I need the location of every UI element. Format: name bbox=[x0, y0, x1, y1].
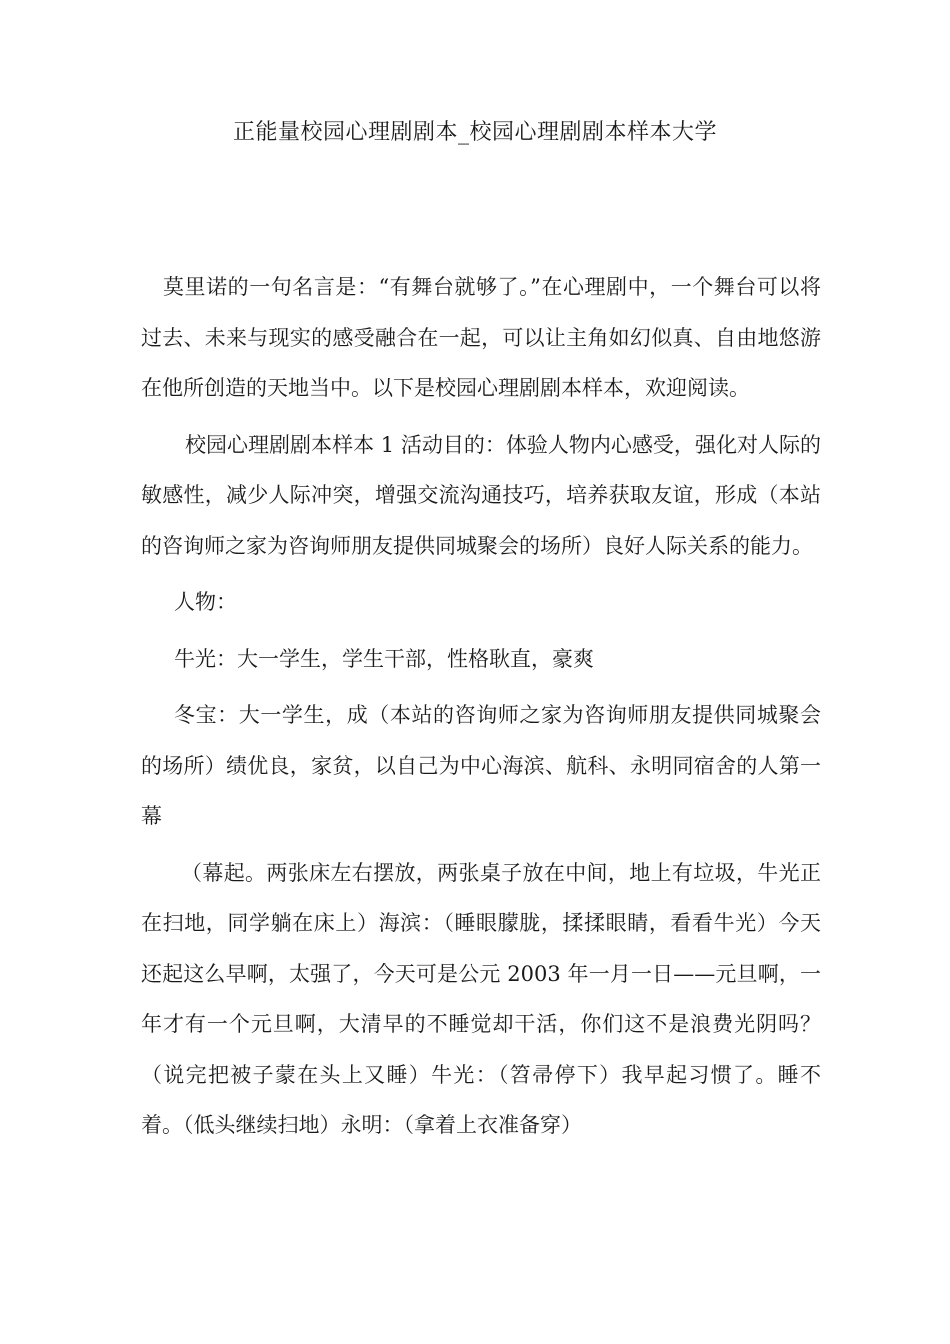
document-body bbox=[141, 262, 821, 1157]
document-title: 正能量校园心理剧剧本_校园心理剧剧本样本大学 bbox=[232, 120, 717, 145]
paragraph-character-niuguang: 牛光：大一学生，学生干部，性格耿直，豪爽 bbox=[174, 646, 594, 671]
paragraph-character-dongbao: 冬宝：大一学生，成（本站的咨询师之家为咨询师朋友提供同城聚会的场所）绩优良，家贫，以自己为中心海滨、航科、永明同宿舍的人第一幕 bbox=[141, 703, 821, 828]
paragraph-intro: 莫里诺的一句名言是：“有舞台就够了。”在心理剧中，一个舞台可以将过去、未来与现实的感受融合在一起，可以让主角如幻似真、自由地悠游在他所创造的天地当中。以下是校园心理剧剧本样本，欢迎阅读。 bbox=[141, 275, 821, 400]
paragraph-act-one: （幕起。两张床左右摆放，两张桌子放在中间，地上有垃圾，牛光正在扫地，同学躺在床上）海滨：（睡眼朦胧，揉揉眼睛，看看牛光）今天还起这么早啊，太强了，今天可是公元 2003 年一月一日——元旦啊，一年才有一个元旦啊，大清早的不睡觉却干活，你们这不是浪费光阴吗？（说完把被子蒙在头上又睡）牛光：（笤帚停下）我早起习惯了。睡不着。（低头继续扫地）永明：（拿着上衣准备穿） bbox=[141, 860, 821, 1137]
paragraph-characters-heading: 人物： bbox=[174, 590, 237, 614]
paragraph-sample-1-purpose: 校园心理剧剧本样本 1 活动目的：体验人物内心感受，强化对人际的敏感性，减少人际冲突，增强交流沟通技巧，培养获取友谊，形成（本站的咨询师之家为咨询师朋友提供同城聚会的场所）良好人际关系的能力。 bbox=[141, 432, 821, 558]
